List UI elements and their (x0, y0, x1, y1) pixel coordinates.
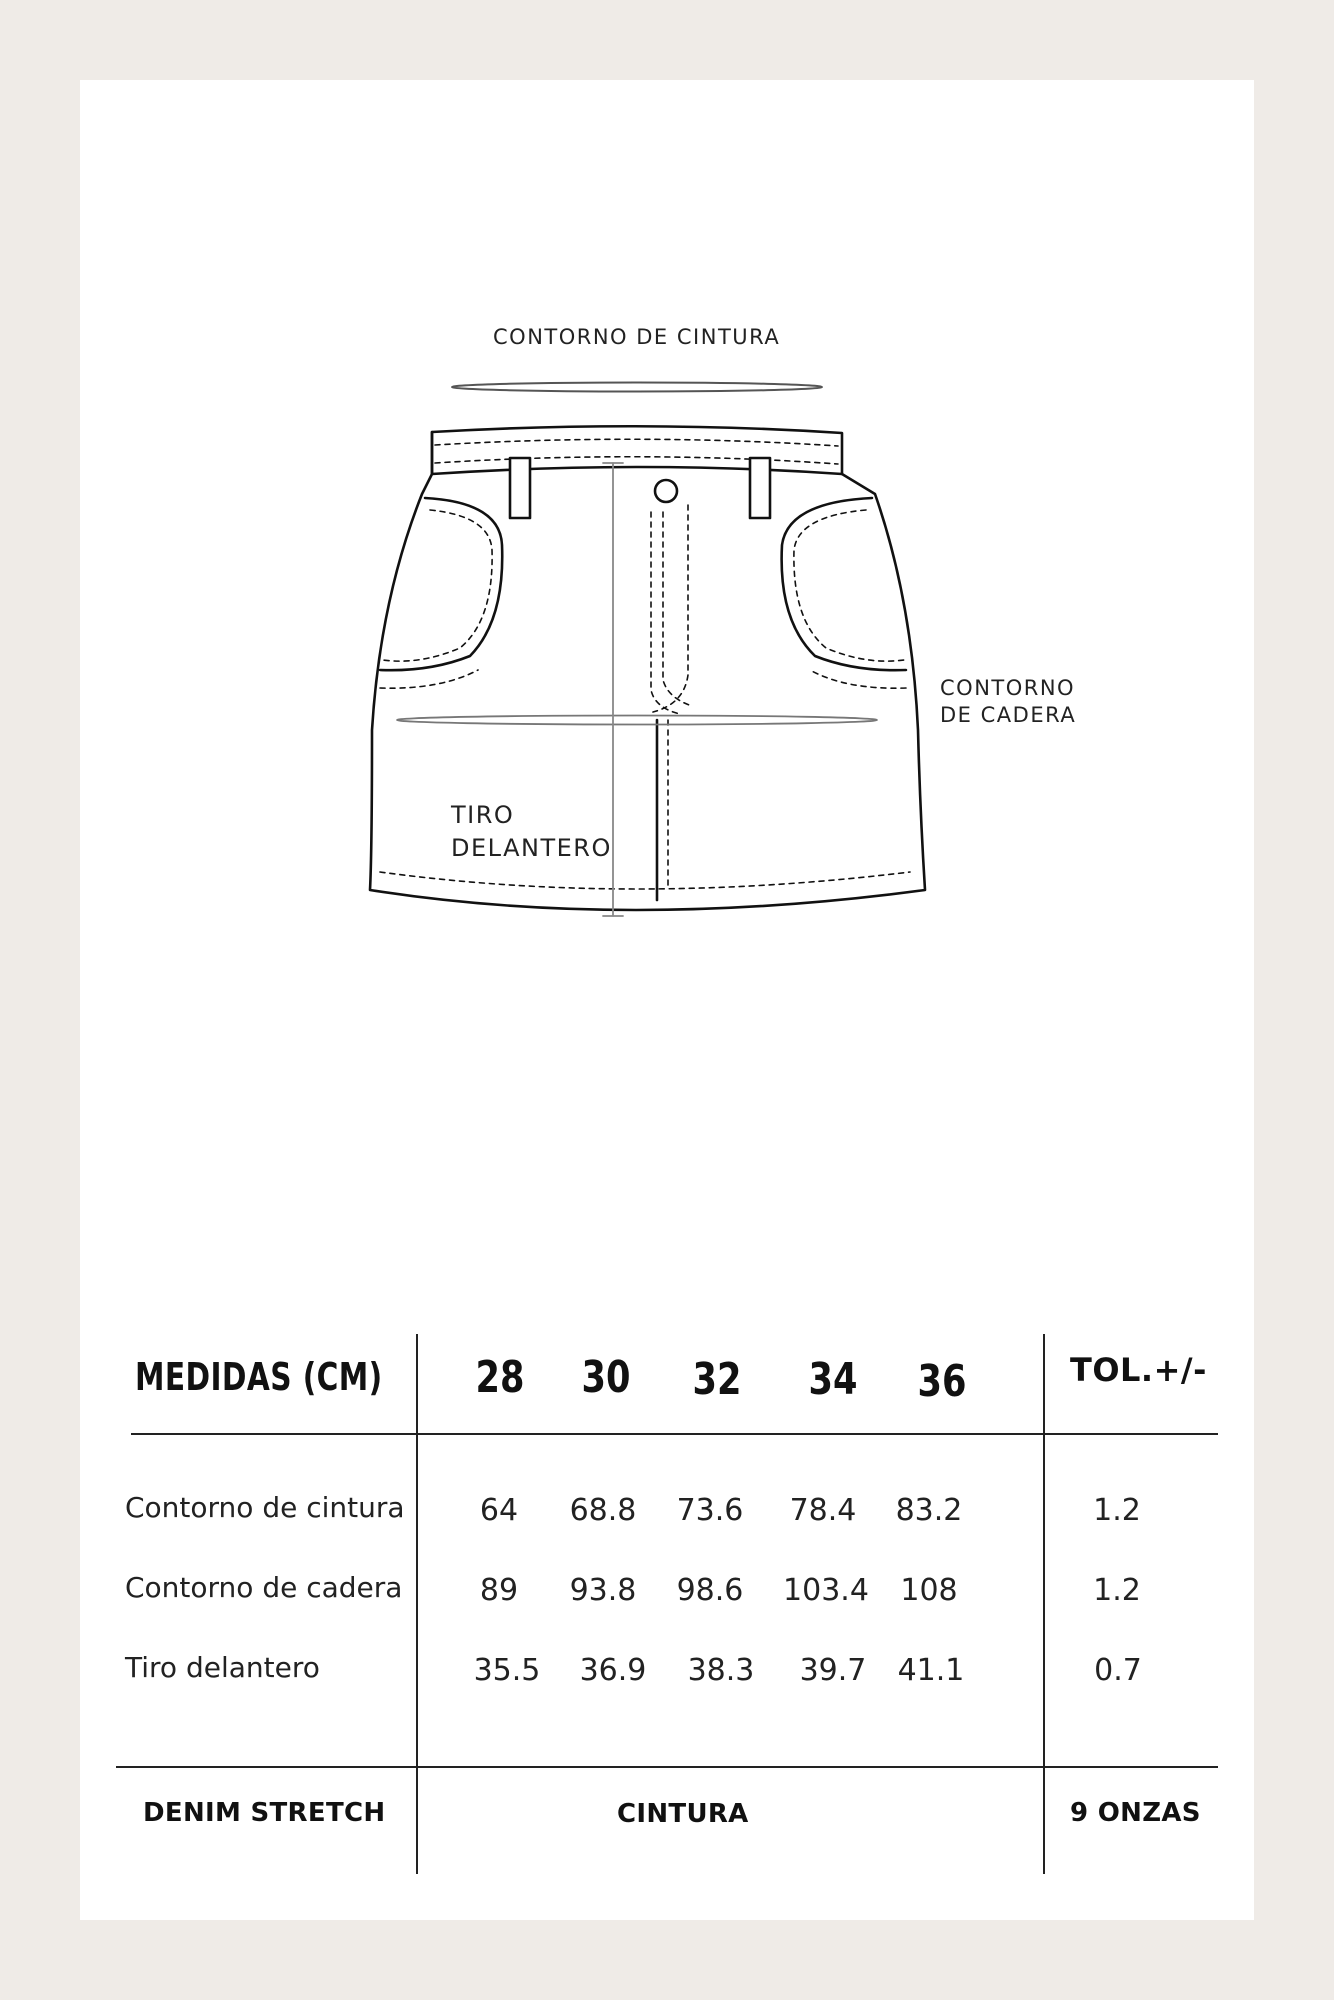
hip-measure-line (397, 716, 877, 725)
skirt-technical-drawing (80, 80, 1254, 980)
skirt-outline (370, 432, 925, 910)
table-cell: 83.2 (895, 1493, 963, 1528)
size-header-36: 36 (917, 1356, 967, 1407)
table-cell: 39.7 (799, 1653, 867, 1688)
pocket-right (782, 498, 906, 670)
table-cell-tol: 1.2 (1093, 1493, 1141, 1528)
table-cell: 103.4 (783, 1573, 869, 1608)
rise-label-line1: TIRO (451, 801, 515, 829)
waist-measure-line (452, 383, 822, 392)
table-cell: 38.3 (687, 1653, 755, 1688)
table-cell: 64 (479, 1493, 519, 1528)
tolerance-header: TOL.+/- (1070, 1351, 1207, 1389)
table-title: MEDIDAS (CM) (135, 1355, 383, 1399)
fit-label: CINTURA (617, 1799, 749, 1829)
pocket-left (380, 498, 502, 670)
table-cell: 98.6 (676, 1573, 744, 1608)
size-header-34: 34 (808, 1354, 858, 1405)
rise-label-line2: DELANTERO (451, 834, 612, 862)
fabric-label: DENIM STRETCH (143, 1798, 386, 1828)
table-cell: 78.4 (789, 1493, 857, 1528)
table-header-rule (131, 1433, 1218, 1435)
row-label-rise: Tiro delantero (125, 1651, 320, 1684)
row-label-hip: Contorno de cadera (125, 1571, 403, 1604)
waist-measure-label: CONTORNO DE CINTURA (493, 325, 781, 349)
table-cell-tol: 1.2 (1093, 1573, 1141, 1608)
table-cell: 89 (479, 1573, 519, 1608)
size-header-28: 28 (475, 1352, 525, 1403)
belt-loop-right (750, 458, 770, 518)
row-label-waist: Contorno de cintura (125, 1491, 405, 1524)
table-cell: 36.9 (579, 1653, 647, 1688)
table-cell: 35.5 (473, 1653, 541, 1688)
table-footer-rule (116, 1766, 1218, 1768)
size-header-32: 32 (692, 1354, 742, 1405)
button-icon (655, 480, 677, 502)
waistband (432, 426, 842, 474)
weight-label: 9 ONZAS (1070, 1798, 1201, 1828)
table-cell: 41.1 (897, 1653, 965, 1688)
size-header-30: 30 (581, 1352, 631, 1403)
table-cell: 93.8 (569, 1573, 637, 1608)
belt-loop-left (510, 458, 530, 518)
table-divider-left (416, 1334, 418, 1874)
hip-label-line2: DE CADERA (940, 703, 1077, 727)
table-cell-tol: 0.7 (1094, 1653, 1142, 1688)
hip-label-line1: CONTORNO (940, 676, 1076, 700)
size-chart-card (80, 80, 1254, 1920)
table-divider-right (1043, 1334, 1045, 1874)
table-cell: 68.8 (569, 1493, 637, 1528)
table-cell: 108 (900, 1573, 958, 1608)
table-cell: 73.6 (676, 1493, 744, 1528)
